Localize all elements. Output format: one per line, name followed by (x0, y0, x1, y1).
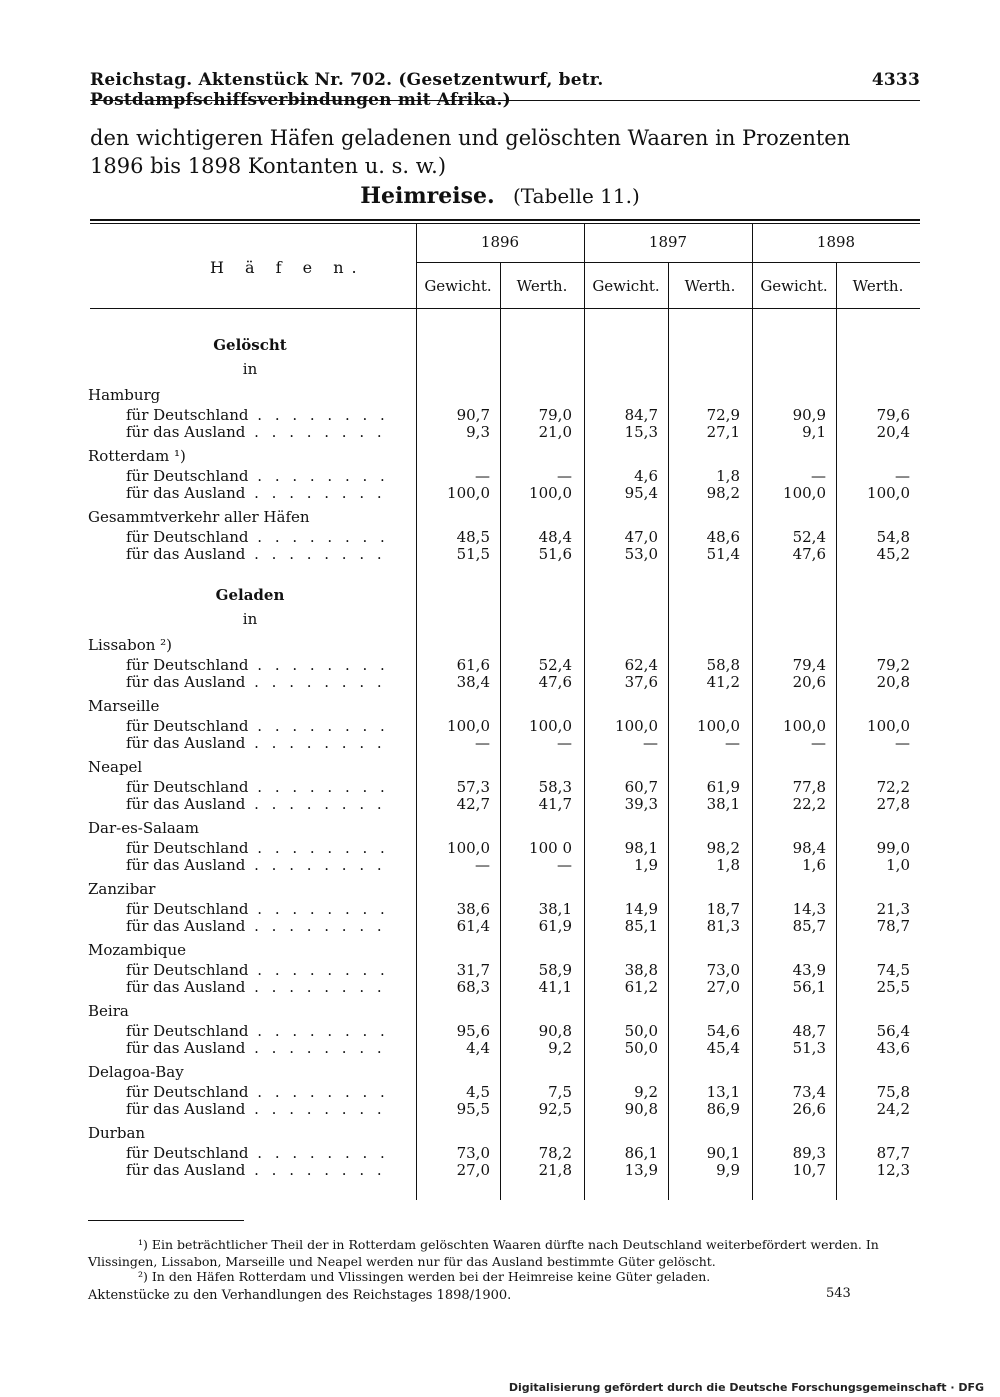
table-cell: 79,0 (538, 406, 572, 424)
table-cell: 9,1 (802, 423, 826, 441)
table-cell: 27,0 (706, 978, 740, 996)
row-label-germany (126, 528, 389, 546)
table-cell: 92,5 (538, 1100, 572, 1118)
continued-caption: den wichtigeren Häfen geladenen und gelöschten Waaren in Prozenten 1896 bis 1898 Kontanten u. s. w.) (90, 126, 851, 178)
table-cell: 9,2 (634, 1083, 658, 1101)
port-name: Rotterdam ¹) (88, 447, 186, 465)
table-cell: 100,0 (697, 717, 740, 735)
table-cell: 73,0 (456, 1144, 490, 1162)
table-cell: 85,1 (624, 917, 658, 935)
table-cell: 47,6 (792, 545, 826, 563)
row-label-abroad (126, 795, 386, 813)
table-cell: 48,7 (792, 1022, 826, 1040)
row-label-text: für Deutschland (126, 778, 249, 796)
table-cell: 20,4 (876, 423, 910, 441)
table-cell: 45,2 (876, 545, 910, 563)
table-cell: 20,6 (792, 673, 826, 691)
table-cell: 45,4 (706, 1039, 740, 1057)
row-label-germany (126, 839, 389, 857)
row-label-abroad (126, 1161, 386, 1179)
table-cell: — (475, 734, 490, 752)
table-cell: 51,3 (792, 1039, 826, 1057)
table-cell: 98,2 (706, 839, 740, 857)
table-cell: 50,0 (624, 1022, 658, 1040)
leader-dots: . . . . . . . . (248, 1144, 389, 1162)
table-cell: 27,0 (456, 1161, 490, 1179)
table-cell: 56,4 (876, 1022, 910, 1040)
table-cell: — (725, 734, 740, 752)
port-name: Gesammtverkehr aller Häfen (88, 508, 310, 526)
table-cell: — (557, 856, 572, 874)
table-cell: 48,5 (456, 528, 490, 546)
table-cell: — (895, 467, 910, 485)
leader-dots: . . . . . . . . (248, 717, 389, 735)
leader-dots: . . . . . . . . (245, 1100, 386, 1118)
table-cell: 78,2 (538, 1144, 572, 1162)
section-title: Gelöscht (213, 336, 287, 354)
table-cell: 4,5 (466, 1083, 490, 1101)
row-label-text: für das Ausland (126, 484, 246, 502)
row-label-text: für das Ausland (126, 1039, 246, 1057)
footnote-rule (88, 1220, 244, 1221)
table-cell: 47,0 (624, 528, 658, 546)
table-cell: 73,0 (706, 961, 740, 979)
col-line-1 (416, 223, 417, 1200)
leader-dots: . . . . . . . . (245, 795, 386, 813)
table-title-sub: (Tabelle 11.) (513, 184, 640, 208)
ports-column-header: H ä f e n. (210, 258, 365, 277)
table-cell: 39,3 (624, 795, 658, 813)
leader-dots: . . . . . . . . (248, 467, 389, 485)
table-cell: 38,4 (456, 673, 490, 691)
table-cell: 61,6 (456, 656, 490, 674)
table-cell: 13,1 (706, 1083, 740, 1101)
table-cell: 7,5 (548, 1083, 572, 1101)
table-cell: 27,8 (876, 795, 910, 813)
row-label-germany (126, 656, 389, 674)
row-label-text: für Deutschland (126, 1083, 249, 1101)
port-name: Mozambique (88, 941, 186, 959)
table-cell: 25,5 (876, 978, 910, 996)
table-cell: 4,6 (634, 467, 658, 485)
table-cell: 37,6 (624, 673, 658, 691)
table-cell: 14,3 (792, 900, 826, 918)
footer-sheet-number: 543 (826, 1286, 851, 1301)
table-cell: — (475, 467, 490, 485)
row-label-abroad (126, 423, 386, 441)
table-cell: 86,1 (624, 1144, 658, 1162)
table-cell: 100,0 (867, 484, 910, 502)
table-cell: 48,4 (538, 528, 572, 546)
row-label-text: für Deutschland (126, 467, 249, 485)
port-name: Lissabon ²) (88, 636, 173, 654)
year-1897: 1897 (648, 233, 688, 251)
port-name: Dar-es-Salaam (88, 819, 199, 837)
table-cell: — (811, 734, 826, 752)
leader-dots: . . . . . . . . (248, 1083, 389, 1101)
table-cell: 47,6 (538, 673, 572, 691)
table-cell: 1,6 (802, 856, 826, 874)
row-label-text: für das Ausland (126, 978, 246, 996)
table-title (0, 183, 1000, 209)
table-cell: 57,3 (456, 778, 490, 796)
row-label-abroad (126, 978, 386, 996)
table-cell: 24,2 (876, 1100, 910, 1118)
table-cell: 21,0 (538, 423, 572, 441)
header-bottom-rule (90, 308, 920, 309)
table-cell: 87,7 (876, 1144, 910, 1162)
table-cell: 41,7 (538, 795, 572, 813)
table-cell: 18,7 (706, 900, 740, 918)
row-label-germany (126, 900, 389, 918)
table-cell: 100,0 (867, 717, 910, 735)
table-cell: 41,1 (538, 978, 572, 996)
col-line-3 (584, 223, 585, 1200)
table-cell: 100,0 (783, 717, 826, 735)
table-cell: 48,6 (706, 528, 740, 546)
row-label-abroad (126, 484, 386, 502)
table-cell: 62,4 (624, 656, 658, 674)
row-label-abroad (126, 734, 386, 752)
table-cell: 43,6 (876, 1039, 910, 1057)
row-label-text: für das Ausland (126, 795, 246, 813)
table-cell: 61,4 (456, 917, 490, 935)
port-name: Hamburg (88, 386, 161, 404)
row-label-text: für das Ausland (126, 545, 246, 563)
row-label-text: für Deutschland (126, 406, 249, 424)
leader-dots: . . . . . . . . (245, 673, 386, 691)
year-1898: 1898 (816, 233, 856, 251)
table-cell: 38,8 (624, 961, 658, 979)
table-cell: 15,3 (624, 423, 658, 441)
col-line-6 (836, 262, 837, 1200)
sub-weight-1897: Gewicht. (592, 277, 660, 295)
table-cell: 60,7 (624, 778, 658, 796)
row-label-germany (126, 961, 389, 979)
table-cell: 51,5 (456, 545, 490, 563)
port-name: Delagoa-Bay (88, 1063, 184, 1081)
row-label-germany (126, 1083, 389, 1101)
port-name: Marseille (88, 697, 160, 715)
table-cell: 14,9 (624, 900, 658, 918)
table-cell: 100 0 (529, 839, 572, 857)
row-label-text: für Deutschland (126, 528, 249, 546)
row-label-text: für das Ausland (126, 1161, 246, 1179)
table-cell: 100,0 (447, 484, 490, 502)
table-cell: 90,1 (706, 1144, 740, 1162)
port-name: Neapel (88, 758, 143, 776)
leader-dots: . . . . . . . . (248, 839, 389, 857)
port-name: Zanzibar (88, 880, 156, 898)
table-cell: 95,6 (456, 1022, 490, 1040)
header-title: Reichstag. Aktenstück Nr. 702. (Gesetzentwurf, betr. Postdampfschiffsverbindungen mit Afrika.) (90, 70, 604, 110)
table-cell: 58,8 (706, 656, 740, 674)
table-cell: 56,1 (792, 978, 826, 996)
footnote-2: ²) In den Häfen Rotterdam und Vlissingen werden bei der Heimreise keine Güter geladen. (138, 1269, 711, 1284)
table-cell: 10,7 (792, 1161, 826, 1179)
row-label-germany (126, 467, 389, 485)
table-cell: 98,1 (624, 839, 658, 857)
table-cell: 31,7 (456, 961, 490, 979)
table-cell: 38,6 (456, 900, 490, 918)
table-cell: 90,8 (624, 1100, 658, 1118)
leader-dots: . . . . . . . . (245, 1039, 386, 1057)
row-label-text: für Deutschland (126, 961, 249, 979)
port-name: Durban (88, 1124, 146, 1142)
table-cell: 42,7 (456, 795, 490, 813)
table-cell: 90,7 (456, 406, 490, 424)
sub-value-1897: Werth. (684, 277, 736, 295)
sub-value-1898: Werth. (852, 277, 904, 295)
table-cell: 61,9 (538, 917, 572, 935)
table-cell: 38,1 (706, 795, 740, 813)
row-label-germany (126, 778, 389, 796)
table-cell: 79,2 (876, 656, 910, 674)
table-cell: 100,0 (447, 717, 490, 735)
running-header (90, 70, 920, 110)
table-cell: 50,0 (624, 1039, 658, 1057)
table-cell: 1,8 (716, 856, 740, 874)
table-cell: 4,4 (466, 1039, 490, 1057)
digitization-attribution: Digitalisierung gefördert durch die Deutsche Forschungsgemeinschaft · DFG (508, 1381, 984, 1394)
table-title-main: Heimreise. (360, 183, 495, 209)
row-label-abroad (126, 1039, 386, 1057)
table-cell: 75,8 (876, 1083, 910, 1101)
leader-dots: . . . . . . . . (248, 406, 389, 424)
table-cell: 99,0 (876, 839, 910, 857)
col-line-5 (752, 223, 753, 1200)
table-cell: 100,0 (529, 717, 572, 735)
leader-dots: . . . . . . . . (248, 656, 389, 674)
section-title: Geladen (215, 586, 285, 604)
leader-dots: . . . . . . . . (248, 961, 389, 979)
table-cell: 54,6 (706, 1022, 740, 1040)
row-label-abroad (126, 545, 386, 563)
footer-source: Aktenstücke zu den Verhandlungen des Reichstages 1898/1900. (88, 1288, 512, 1303)
table-cell: — (895, 734, 910, 752)
table-cell: — (475, 856, 490, 874)
leader-dots: . . . . . . . . (248, 778, 389, 796)
table-cell: 86,9 (706, 1100, 740, 1118)
leader-dots: . . . . . . . . (245, 423, 386, 441)
row-label-abroad (126, 673, 386, 691)
table-cell: 84,7 (624, 406, 658, 424)
table-cell: 58,3 (538, 778, 572, 796)
table-cell: 9,3 (466, 423, 490, 441)
table-cell: 54,8 (876, 528, 910, 546)
row-label-text: für Deutschland (126, 1022, 249, 1040)
leader-dots: . . . . . . . . (248, 900, 389, 918)
row-label-text: für das Ausland (126, 1100, 246, 1118)
row-label-abroad (126, 917, 386, 935)
row-label-text: für Deutschland (126, 717, 249, 735)
table-cell: 90,9 (792, 406, 826, 424)
table-cell: 20,8 (876, 673, 910, 691)
row-label-germany (126, 717, 389, 735)
row-label-text: für das Ausland (126, 734, 246, 752)
table-cell: 68,3 (456, 978, 490, 996)
table-cell: 1,9 (634, 856, 658, 874)
table-cell: 78,7 (876, 917, 910, 935)
row-label-text: für Deutschland (126, 656, 249, 674)
table-cell: 26,6 (792, 1100, 826, 1118)
col-line-2 (500, 262, 501, 1200)
table-cell: 51,6 (538, 545, 572, 563)
table-cell: — (557, 467, 572, 485)
leader-dots: . . . . . . . . (245, 917, 386, 935)
footnote-1: ¹) Ein beträchtlicher Theil der in Rotterdam gelöschten Waaren dürfte nach Deutschland weiterbefördert werden. In Vlissingen, Lissabon, Marseille und Neapel werden nur für das Ausland bestimmte Güter gelöscht. (88, 1237, 879, 1269)
table-cell: 90,8 (538, 1022, 572, 1040)
table-cell: 89,3 (792, 1144, 826, 1162)
table-cell: 43,9 (792, 961, 826, 979)
sub-weight-1896: Gewicht. (424, 277, 492, 295)
table-cell: 52,4 (792, 528, 826, 546)
sub-value-1896: Werth. (516, 277, 568, 295)
table-top-rule (90, 219, 920, 221)
table-cell: 53,0 (624, 545, 658, 563)
table-cell: 1,8 (716, 467, 740, 485)
table-cell: 61,9 (706, 778, 740, 796)
table-cell: 100,0 (529, 484, 572, 502)
leader-dots: . . . . . . . . (245, 545, 386, 563)
row-label-text: für Deutschland (126, 839, 249, 857)
table-cell: 79,4 (792, 656, 826, 674)
table-cell: 21,8 (538, 1161, 572, 1179)
table-cell: 38,1 (538, 900, 572, 918)
table-cell: 98,2 (706, 484, 740, 502)
table-cell: 100,0 (615, 717, 658, 735)
table-cell: 52,4 (538, 656, 572, 674)
row-label-text: für Deutschland (126, 1144, 249, 1162)
row-label-abroad (126, 1100, 386, 1118)
table-cell: 79,6 (876, 406, 910, 424)
table-cell: 12,3 (876, 1161, 910, 1179)
table-cell: 95,5 (456, 1100, 490, 1118)
table-cell: 100,0 (783, 484, 826, 502)
row-label-text: für das Ausland (126, 917, 246, 935)
table-cell: 13,9 (624, 1161, 658, 1179)
table-cell: — (811, 467, 826, 485)
table-cell: 41,2 (706, 673, 740, 691)
section-in: in (242, 360, 258, 378)
col-line-4 (668, 262, 669, 1200)
table-cell: 72,2 (876, 778, 910, 796)
table-cell: — (643, 734, 658, 752)
table-cell: 1,0 (886, 856, 910, 874)
table-cell: 22,2 (792, 795, 826, 813)
section-in: in (242, 610, 258, 628)
row-label-text: für das Ausland (126, 673, 246, 691)
leader-dots: . . . . . . . . (245, 978, 386, 996)
port-name: Beira (88, 1002, 129, 1020)
table-cell: 100,0 (447, 839, 490, 857)
leader-dots: . . . . . . . . (248, 1022, 389, 1040)
table-cell: 95,4 (624, 484, 658, 502)
row-label-abroad (126, 856, 386, 874)
table-cell: 85,7 (792, 917, 826, 935)
table-cell: 72,9 (706, 406, 740, 424)
row-label-text: für das Ausland (126, 856, 246, 874)
table-cell: 74,5 (876, 961, 910, 979)
table-cell: 73,4 (792, 1083, 826, 1101)
year-1896: 1896 (480, 233, 520, 251)
leader-dots: . . . . . . . . (245, 1161, 386, 1179)
table-cell: 27,1 (706, 423, 740, 441)
table-top-rule-2 (90, 223, 920, 224)
table-cell: 58,9 (538, 961, 572, 979)
row-label-germany (126, 1022, 389, 1040)
row-label-text: für das Ausland (126, 423, 246, 441)
table-cell: 9,2 (548, 1039, 572, 1057)
page-number: 4333 (871, 70, 920, 90)
table-cell: — (557, 734, 572, 752)
leader-dots: . . . . . . . . (245, 856, 386, 874)
header-rule (90, 100, 920, 101)
table-cell: 9,9 (716, 1161, 740, 1179)
table-cell: 98,4 (792, 839, 826, 857)
leader-dots: . . . . . . . . (248, 528, 389, 546)
row-label-germany (126, 406, 389, 424)
table-cell: 61,2 (624, 978, 658, 996)
table-cell: 77,8 (792, 778, 826, 796)
leader-dots: . . . . . . . . (245, 484, 386, 502)
table-cell: 51,4 (706, 545, 740, 563)
row-label-text: für Deutschland (126, 900, 249, 918)
table-cell: 81,3 (706, 917, 740, 935)
sub-weight-1898: Gewicht. (760, 277, 828, 295)
row-label-germany (126, 1144, 389, 1162)
leader-dots: . . . . . . . . (245, 734, 386, 752)
table-cell: 21,3 (876, 900, 910, 918)
